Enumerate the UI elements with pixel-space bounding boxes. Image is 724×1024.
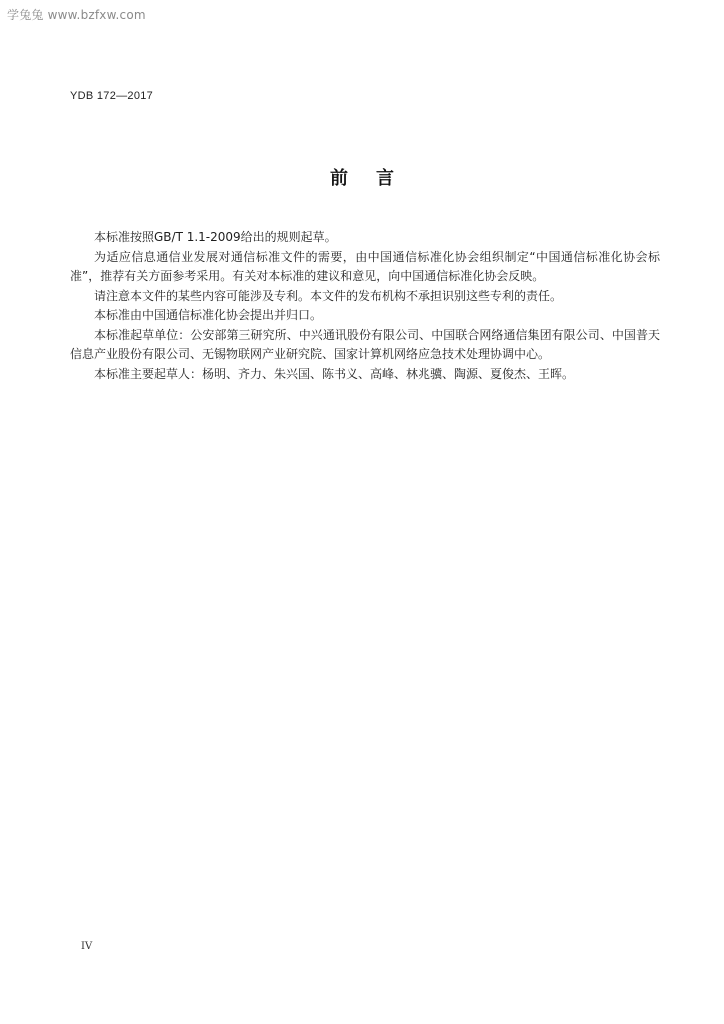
paragraph-proposer: 本标准由中国通信标准化协会提出并归口。 [94, 308, 323, 322]
paragraph-drafting-units: 本标准起草单位：公安部第三研究所、中兴通讯股份有限公司、中国联合网络通信集团有限公司、中国普天信息产业股份有限公司、无锡物联网产业研究院、国家计算机网络应急技术处理协调中心。 [70, 327, 660, 361]
paragraph-purpose: 为适应信息通信业发展对通信标准文件的需要，由中国通信标准化协会组织制定“中国通信标准化协会标准”，推荐有关方面参考采用。有关对本标准的建议和意见，向中国通信标准化协会反映。 [70, 249, 660, 283]
page-number: IV [81, 941, 93, 952]
paragraph-drafters: 本标准主要起草人：杨明、齐力、朱兴国、陈书义、高峰、林兆骥、陶源、夏俊杰、王晖。 [94, 366, 575, 381]
page-title: 前言 [330, 168, 422, 189]
paragraph-drafting-rules: 本标准按照GB/T 1.1-2009给出的规则起草。 [94, 230, 337, 244]
watermark-text: 学兔兔 www.bzfxw.com [7, 8, 146, 22]
paragraph-patent-notice: 请注意本文件的某些内容可能涉及专利。本文件的发布机构不承担识别这些专利的责任。 [94, 288, 563, 303]
foreword-body [70, 228, 660, 384]
standard-code: YDB 172—2017 [70, 90, 154, 102]
